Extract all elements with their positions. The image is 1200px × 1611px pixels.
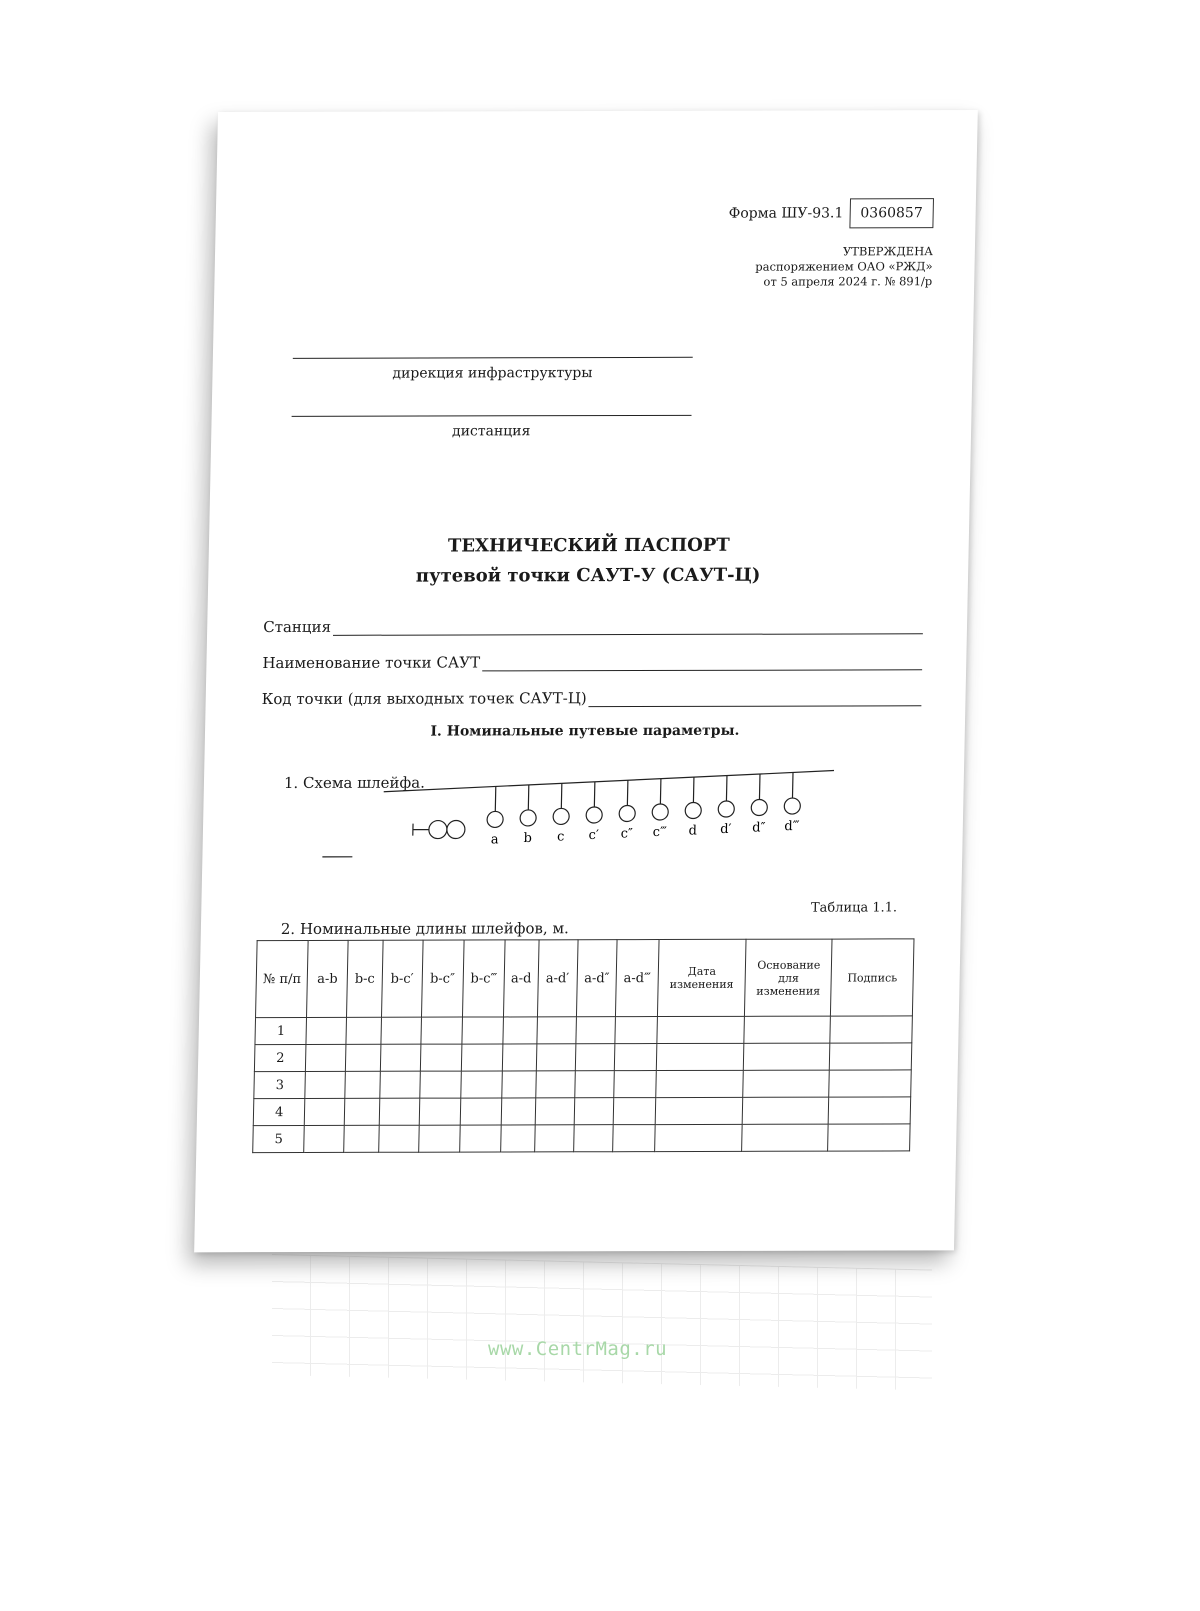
table-cell[interactable] [743, 1097, 829, 1124]
point-name-field [262, 652, 922, 672]
approval-block [755, 244, 933, 289]
table-cell[interactable] [829, 1043, 911, 1070]
title-line1: ТЕХНИЧЕСКИЙ ПАСПОРТ [447, 534, 730, 557]
form-code [728, 198, 934, 229]
col-header-change-date: Дата изменения [657, 939, 746, 1016]
table-cell[interactable] [418, 1125, 460, 1152]
table-cell[interactable] [656, 1043, 744, 1070]
table-cell[interactable] [344, 1125, 380, 1152]
table-cell[interactable] [535, 1098, 575, 1125]
scheme-point-circle [652, 804, 668, 820]
table-cell[interactable] [306, 1044, 346, 1071]
scheme-point-label: a [490, 832, 499, 848]
table-row [254, 1070, 911, 1099]
scheme-point-post [726, 776, 727, 801]
table-cell[interactable] [461, 1071, 503, 1098]
scheme-point-circle [751, 800, 767, 816]
directorate-blank-line [293, 357, 693, 359]
table-cell[interactable] [574, 1098, 614, 1125]
table-cell[interactable] [615, 1044, 657, 1071]
station-label: Станция [263, 617, 332, 636]
scheme-point-2 [553, 783, 570, 844]
table-cell[interactable] [576, 1017, 616, 1044]
scheme-point-1 [520, 785, 537, 846]
col-header-a-d3: a-d‴ [616, 940, 659, 1017]
col-header-b-c3: b-c‴ [462, 940, 505, 1017]
scheme-point-6 [685, 777, 702, 838]
table-row [253, 1124, 910, 1153]
table-label: 2. Номинальные длины шлейфов, м. [280, 919, 570, 939]
scheme-point-post [627, 780, 628, 805]
scheme-point-post [759, 774, 760, 800]
table-cell[interactable] [381, 1017, 421, 1044]
scheme-label: 1. Схема шлейфа. [283, 773, 426, 792]
col-header-number: № п/п [256, 940, 309, 1017]
table-cell[interactable] [501, 1125, 535, 1152]
table-cell[interactable] [419, 1098, 461, 1125]
table-cell[interactable] [502, 1071, 536, 1098]
scheme-point-label: c′ [588, 827, 600, 843]
loop-lengths-table [252, 938, 914, 1153]
table-cell[interactable] [462, 1017, 504, 1044]
table-cell[interactable] [655, 1070, 743, 1097]
approved-line1: распоряжением ОАО «РЖД» [755, 259, 933, 274]
table-cell[interactable] [614, 1071, 656, 1098]
table-cell[interactable] [380, 1071, 420, 1098]
table-cell[interactable] [830, 1016, 912, 1043]
table-row [253, 1097, 910, 1126]
table-cell[interactable] [461, 1044, 503, 1071]
table-cell[interactable] [575, 1071, 615, 1098]
table-cell[interactable] [420, 1044, 462, 1071]
col-header-b-c: b-c [346, 940, 383, 1017]
table-cell[interactable] [536, 1017, 576, 1044]
scheme-point-circle [586, 807, 602, 823]
scheme-point-4 [619, 780, 636, 841]
table-cell[interactable] [744, 1043, 830, 1070]
point-name-label: Наименование точки САУТ [262, 653, 481, 673]
scheme-point-label: b [523, 830, 533, 846]
table-cell[interactable] [655, 1097, 743, 1124]
point-code-fill-line [589, 691, 922, 707]
scheme-point-label: d″ [752, 820, 766, 836]
sheet-reflection [232, 1253, 992, 1611]
distance-blank-line [292, 415, 692, 417]
row-number-cell: 2 [254, 1044, 306, 1071]
table-cell[interactable] [344, 1098, 380, 1125]
table-cell[interactable] [575, 1044, 615, 1071]
col-header-b-c1: b-c′ [382, 940, 423, 1017]
scheme-emitter [413, 821, 465, 839]
scheme-point-post [495, 786, 496, 811]
table-cell[interactable] [379, 1098, 419, 1125]
approved-line2: от 5 апреля 2024 г. № 891/р [763, 274, 933, 289]
scheme-point-post [660, 779, 661, 804]
scheme-point-circle [487, 811, 503, 827]
table-cell[interactable] [743, 1070, 829, 1097]
approved-title: УТВЕРЖДЕНА [842, 244, 934, 259]
table-cell[interactable] [345, 1071, 381, 1098]
table-caption: Таблица 1.1. [810, 900, 898, 916]
table-cell[interactable] [828, 1097, 910, 1124]
scheme-point-9 [784, 772, 801, 834]
table-row [254, 1043, 911, 1072]
table-cell[interactable] [654, 1124, 742, 1151]
row-number-cell: 4 [253, 1098, 305, 1125]
col-header-a-d2: a-d″ [576, 940, 617, 1017]
section1-heading: I. Номинальные путевые параметры. [430, 722, 740, 740]
table-cell[interactable] [613, 1125, 655, 1152]
form-number-box: 0360857 [849, 198, 934, 228]
table-cell[interactable] [744, 1016, 830, 1043]
loop-scheme-diagram [312, 761, 834, 882]
scheme-point-circle [619, 805, 635, 821]
table-cell[interactable] [536, 1044, 576, 1071]
scheme-point-post [528, 785, 529, 810]
col-header-signature: Подпись [831, 939, 914, 1016]
scheme-point-3 [586, 782, 603, 843]
distance-caption: дистанция [451, 423, 531, 440]
scheme-point-label: d [688, 823, 698, 839]
scheme-point-circle [784, 798, 800, 814]
scheme-point-0 [487, 786, 504, 847]
table-cell[interactable] [742, 1124, 828, 1151]
scheme-point-label: c‴ [652, 824, 667, 841]
table-header-row [256, 939, 914, 1018]
point-code-label: Код точки (для выходных точек САУТ-Ц) [261, 689, 587, 709]
scheme-point-post [792, 772, 793, 798]
col-header-change-basis: Основание для изменения [745, 939, 832, 1016]
scheme-point-7 [718, 776, 735, 838]
table-cell[interactable] [305, 1098, 345, 1125]
scheme-point-post [561, 783, 562, 808]
table-cell[interactable] [534, 1125, 574, 1152]
scheme-point-circle [553, 808, 569, 824]
station-fill-line [333, 619, 923, 636]
table-cell[interactable] [657, 1016, 745, 1043]
scheme-point-label: c [556, 829, 565, 845]
table-cell[interactable] [419, 1071, 461, 1098]
form-sheet [194, 110, 978, 1252]
scheme-point-circle [718, 801, 734, 817]
col-header-a-d1: a-d′ [537, 940, 578, 1017]
scheme-point-post [594, 782, 595, 807]
reflection-ghost-grid [272, 1254, 932, 1391]
page-title [208, 530, 969, 592]
table-cell[interactable] [304, 1125, 344, 1152]
scheme-point-8 [751, 774, 768, 836]
table-cell[interactable] [574, 1125, 614, 1152]
point-code-field [262, 688, 922, 708]
table-cell[interactable] [503, 1017, 537, 1044]
title-line2: путевой точки САУТ-У (САУТ-Ц) [415, 564, 761, 587]
col-header-a-d: a-d [504, 940, 539, 1017]
row-number-cell: 3 [254, 1071, 306, 1098]
scheme-point-5 [652, 779, 669, 840]
watermark-text: www.CentrMag.ru [488, 1338, 668, 1360]
row-number-cell: 1 [255, 1017, 307, 1044]
table-cell[interactable] [501, 1098, 535, 1125]
table-cell[interactable] [460, 1125, 502, 1152]
scheme-rail-line [384, 771, 834, 792]
table-cell[interactable] [535, 1071, 575, 1098]
table-cell[interactable] [829, 1070, 911, 1097]
scheme-point-label: d′ [720, 822, 732, 838]
table-cell[interactable] [346, 1017, 382, 1044]
col-header-b-c2: b-c″ [421, 940, 464, 1017]
form-label: Форма ШУ-93.1 [728, 205, 844, 222]
col-header-a-b: a-b [307, 940, 348, 1017]
scheme-point-post [693, 777, 694, 802]
point-name-fill-line [482, 655, 923, 671]
table-row [255, 1016, 912, 1045]
row-number-cell: 5 [253, 1125, 305, 1152]
table-cell[interactable] [460, 1098, 502, 1125]
scheme-point-label: c″ [620, 826, 633, 842]
table-cell[interactable] [379, 1125, 419, 1152]
table-cell[interactable] [345, 1044, 381, 1071]
scheme-point-label: d‴ [784, 819, 800, 835]
table-cell[interactable] [828, 1124, 910, 1151]
table-cell[interactable] [613, 1098, 655, 1125]
table-cell[interactable] [503, 1044, 537, 1071]
table-cell[interactable] [306, 1017, 346, 1044]
table-cell[interactable] [615, 1017, 657, 1044]
scheme-points [487, 772, 801, 847]
table-body [253, 1016, 913, 1153]
table-cell[interactable] [381, 1044, 421, 1071]
table-cell[interactable] [305, 1071, 345, 1098]
station-field [263, 616, 923, 636]
scheme-point-circle [685, 802, 701, 818]
table-cell[interactable] [420, 1017, 462, 1044]
scheme-point-circle [520, 810, 536, 826]
directorate-caption: дирекция инфраструктуры [392, 365, 593, 382]
